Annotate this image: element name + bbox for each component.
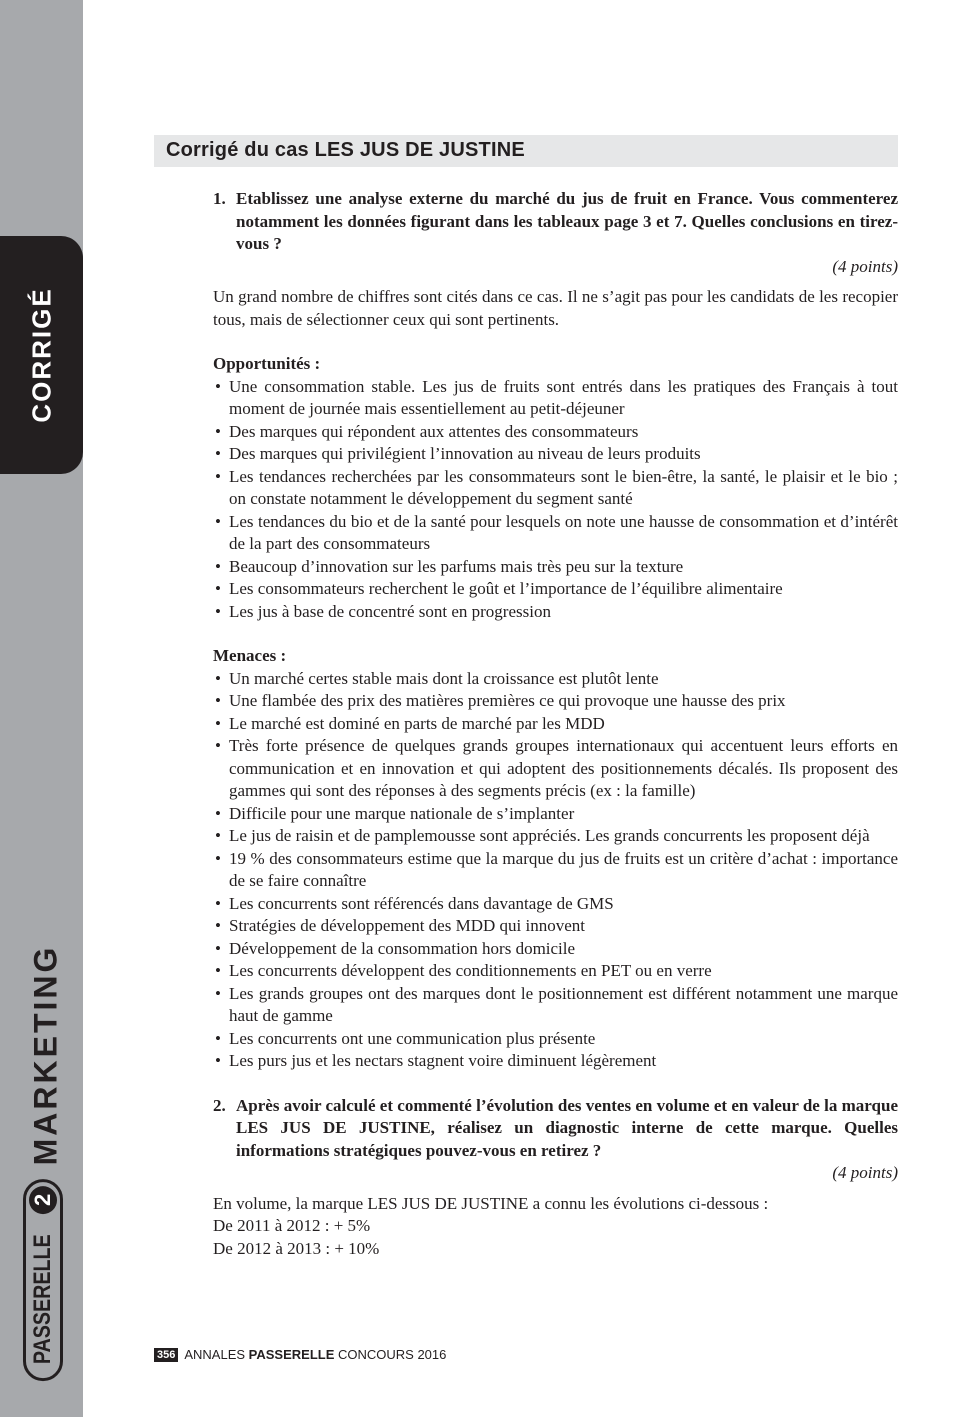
subject-label: MARKETING <box>27 944 64 1166</box>
list-item: • Le marché est dominé en parts de marché par les MDD <box>213 713 898 736</box>
question-points: (4 points) <box>832 1163 898 1182</box>
footer-suffix: CONCOURS 2016 <box>334 1347 447 1362</box>
list-item: • Les concurrents sont référencés dans davantage de GMS <box>213 893 898 916</box>
volume-line: De 2011 à 2012 : + 5% <box>213 1216 371 1235</box>
logo-text: PASSERELLE <box>29 1234 56 1365</box>
list-item: • Les tendances recherchées par les consommateurs sont le bien-être, la santé, le plaisir et le bio ; on constate notamment le développement du segment santé <box>213 466 898 511</box>
list-item: • Le jus de raisin et de pamplemousse sont appréciés. Les grands concurrents les proposent déjà <box>213 825 898 848</box>
opportunities-title: Opportunités : <box>213 354 321 373</box>
passerelle-logo <box>23 1179 63 1381</box>
threats-title: Menaces : <box>213 646 287 665</box>
list-item: • Stratégies de développement des MDD qui innovent <box>213 915 898 938</box>
list-item: • Les concurrents ont une communication plus présente <box>213 1028 898 1051</box>
question-points: (4 points) <box>832 256 898 276</box>
list-item: • Les concurrents développent des conditionnements en PET ou en verre <box>213 960 898 983</box>
threats-list <box>213 668 898 1073</box>
list-item: • Les consommateurs recherchent le goût et l’importance de l’équilibre alimentaire <box>213 578 898 601</box>
list-item: • Les purs jus et les nectars stagnent voire diminuent légèrement <box>213 1050 898 1073</box>
list-item: • Les jus à base de concentré sont en progression <box>213 601 898 624</box>
question-number: 2. <box>213 1095 226 1115</box>
section-header <box>154 135 898 167</box>
sidebar-tab-label: CORRIGÉ <box>26 287 57 423</box>
footer-brand: PASSERELLE <box>248 1347 335 1362</box>
page-number: 356 <box>154 1348 178 1362</box>
main-content <box>213 188 898 1260</box>
list-item: • Des marques qui privilégient l’innovation au niveau de leurs produits <box>213 443 898 466</box>
list-item: • Une consommation stable. Les jus de fruits sont entrés dans les pratiques des Français à tout moment de journée mais essentiellement au petit-déjeuner <box>213 376 898 421</box>
question-2 <box>213 1095 898 1163</box>
question-text: Après avoir calculé et commenté l’évolution des ventes en volume et en valeur de la marque LES JUS DE JUSTINE, réalisez un diagnostic interne de cette marque. Quelles informations stratégiques pouvez-vous en retirez ? <box>236 1095 898 1160</box>
list-item: • Un marché certes stable mais dont la croissance est plutôt lente <box>213 668 898 691</box>
volume-intro: En volume, la marque LES JUS DE JUSTINE a connu les évolutions ci-dessous : <box>213 1193 769 1213</box>
list-item: • Les grands groupes ont des marques dont le positionnement est différent notamment une marque haut de gamme <box>213 983 898 1028</box>
list-item: • Les tendances du bio et de la santé pour lesquels on note une hausse de consommation et d’intérêt de la part des consommateurs <box>213 511 898 556</box>
list-item: • Une flambée des prix des matières premières ce qui provoque une hausse des prix <box>213 690 898 713</box>
list-item: • 19 % des consommateurs estime que la marque du jus de fruits est un critère d’achat : importance de se faire connaître <box>213 848 898 893</box>
question-number: 1. <box>213 189 226 208</box>
question-text: Etablissez une analyse externe du marché du jus de fruit en France. Vous commenterez notamment les données figurant dans les tableaux page 3 et 7. Quelles conclusions en tirez-vous ? <box>236 189 898 253</box>
question-1 <box>213 188 898 256</box>
list-item: • Très forte présence de quelques grands groupes internationaux qui accentuent leurs efforts en communication et en innovation et qui adoptent des positionnements décalés. Ils proposent des gammes qui sont des réponses à des segments précis (ex : la famille) <box>213 735 898 803</box>
page-title: Corrigé du cas LES JUS DE JUSTINE <box>166 139 525 161</box>
footer-prefix: ANNALES <box>184 1347 249 1362</box>
intro-paragraph: Un grand nombre de chiffres sont cités dans ce cas. Il ne s’agit pas pour les candidats de les recopier tous, mais de sélectionner ceux qui sont pertinents. <box>213 287 898 329</box>
list-item: • Développement de la consommation hors domicile <box>213 938 898 961</box>
list-item: • Difficile pour une marque nationale de s’implanter <box>213 803 898 826</box>
page-footer <box>154 1347 446 1362</box>
logo-number: 2 <box>29 1186 57 1214</box>
list-item: • Des marques qui répondent aux attentes des consommateurs <box>213 421 898 444</box>
volume-line: De 2012 à 2013 : + 10% <box>213 1238 380 1258</box>
list-item: • Beaucoup d’innovation sur les parfums mais très peu sur la texture <box>213 556 898 579</box>
opportunities-list <box>213 376 898 624</box>
